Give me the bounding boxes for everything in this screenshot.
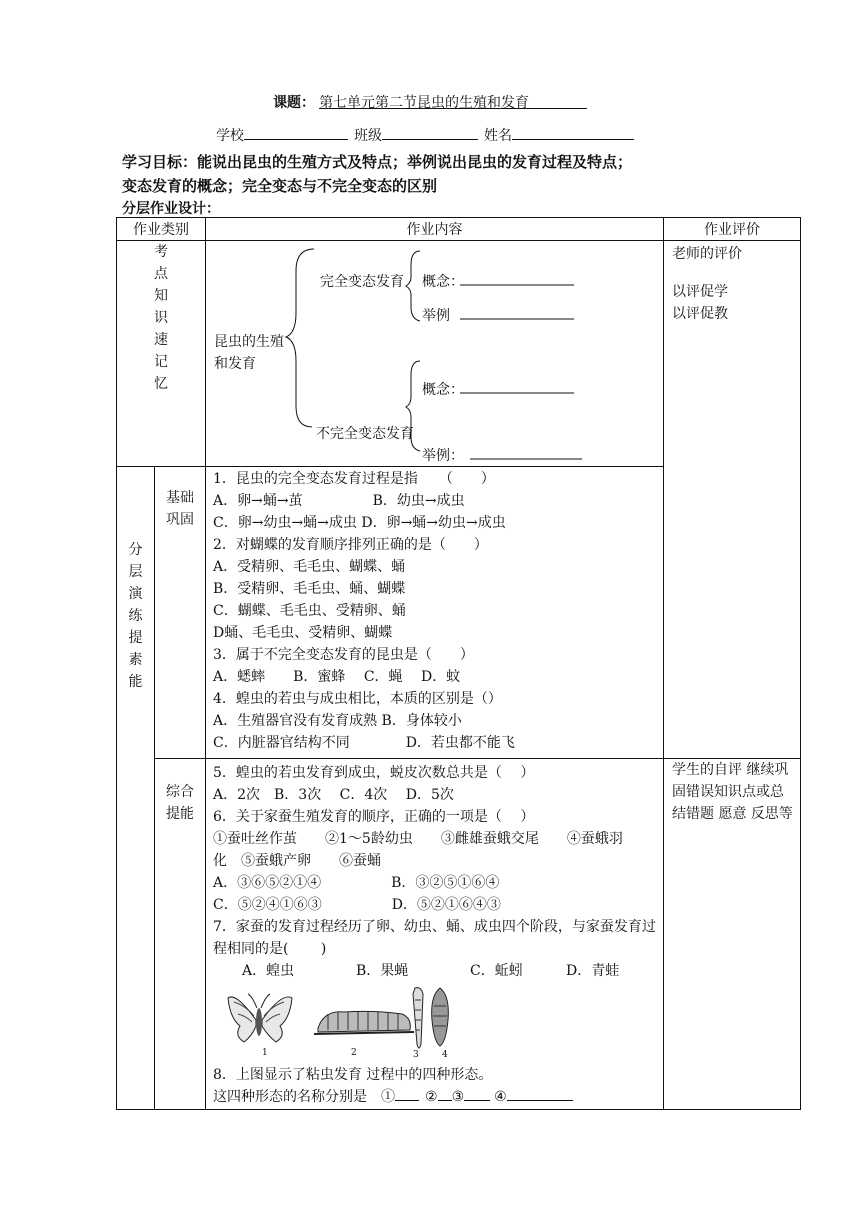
basic-questions (206, 467, 663, 758)
vchar: 分 (128, 542, 143, 558)
q8-prefix: 这四种形态的名称分别是 (213, 1089, 381, 1105)
learning-goal-line2: 变态发育的概念；完全变态与不完全变态的区别 (122, 177, 438, 195)
insect-drawings (206, 982, 664, 1064)
vchar: 速 (154, 332, 168, 348)
question-7-options (206, 960, 663, 982)
sub-label-line: 提能 (166, 806, 194, 822)
question-line: C．卵→幼虫→蛹→成虫 D．卵→蛹→幼虫→成虫 (213, 515, 506, 531)
vchar: 忆 (154, 376, 168, 392)
q8-marker-1: ① (381, 1089, 395, 1105)
class-label: 班级 (354, 128, 382, 144)
root-line2: 和发育 (214, 356, 256, 372)
complete-metamorphosis: 完全变态发育 (320, 274, 404, 290)
question-line: A．蟋蟀 B．蜜蜂 C．蝇 D．蚊 (213, 669, 461, 685)
question-line: A．卵→蛹→茧 B．幼虫→成虫 (213, 493, 465, 509)
question-line: C．⑤②④①⑥③ D．⑤②①⑥④③ (213, 897, 501, 913)
school-label: 学校 (216, 128, 244, 144)
cocoon-drawing (432, 988, 449, 1046)
practice-type-cell (117, 467, 155, 1110)
question-line: D蛹、毛毛虫、受精卵、蝴蝶 (213, 625, 393, 641)
comp-sub-label (155, 759, 205, 825)
col-type-header: 作业类别 (117, 218, 206, 241)
moth-drawing (228, 994, 292, 1042)
vchar: 点 (154, 266, 168, 282)
incomplete-metamorphosis: 不完全变态发育 (316, 426, 414, 442)
option-a: A．蝗虫 (242, 963, 295, 979)
vchar: 层 (128, 564, 143, 580)
option-d: D．青蛙 (566, 963, 620, 979)
question-8-line1: 8．上图显示了粘虫发育 过程中的四种形态。 (213, 1067, 493, 1083)
question-line: 4．蝗虫的若虫与成虫相比，本质的区别是（） (213, 691, 502, 707)
caterpillar-drawing (314, 1011, 414, 1034)
school-blank[interactable] (244, 125, 348, 140)
basic-sub-cell (155, 467, 206, 759)
question-line: 2．对蝴蝶的发育顺序排列正确的是（ ） (213, 537, 488, 553)
q8-blank-1[interactable] (395, 1086, 419, 1101)
vchar: 演 (128, 586, 143, 602)
title-label: 课题： (273, 95, 316, 111)
diagram-root (214, 331, 284, 375)
knowledge-vertical-label (117, 241, 205, 395)
lesson-title (0, 92, 860, 112)
option-c: C．蚯蚓 (470, 963, 523, 979)
vchar: 知 (154, 288, 168, 304)
question-line: 3．属于不完全变态发育的昆虫是（ ） (213, 647, 474, 663)
knowledge-diagram-cell (206, 241, 664, 467)
q8-blank-4[interactable] (507, 1086, 573, 1101)
basic-sub-label (155, 467, 205, 531)
concept2-label: 概念： (422, 382, 464, 398)
question-line: ①蚕吐丝作茧 ②1～5龄幼虫 ③雌雄蚕蛾交尾 ④蚕蛾羽 (213, 831, 623, 847)
sub-label-line: 巩固 (166, 512, 194, 528)
question-line: B．受精卵、毛毛虫、蛹、蝴蝶 (213, 581, 406, 597)
question-line: 1．昆虫的完全变态发育过程是指 （ ） (213, 471, 495, 487)
option-b: B．果蝇 (356, 963, 409, 979)
teacher-eval (664, 241, 800, 325)
comp-questions-cell (206, 759, 664, 1110)
comp-sub-cell (155, 759, 206, 1110)
question-line: 化 ⑤蚕蛾产卵 ⑥蚕蛹 (213, 853, 381, 869)
basic-questions-cell (206, 467, 664, 759)
learning-goal-line1: 学习目标：能说出昆虫的生殖方式及特点；举例说出昆虫的发育过程及特点； (122, 153, 633, 171)
teacher-eval-line: 以评促教 (672, 306, 728, 322)
vchar: 识 (154, 310, 168, 326)
vchar: 提 (128, 630, 143, 646)
design-label: 分层作业设计： (122, 201, 220, 217)
figure-label-2: 2 (351, 1048, 357, 1058)
pupa-drawing (413, 988, 423, 1048)
question-line: 6．关于家蚕生殖发育的顺序，正确的一项是（ ） (213, 809, 535, 825)
class-blank[interactable] (382, 125, 478, 140)
table-header-row (117, 218, 801, 241)
homework-table (116, 217, 801, 1110)
question-line: C．内脏器官结构不同 D．若虫都不能飞 (213, 735, 515, 751)
teacher-eval-line: 老师的评价 (672, 246, 742, 262)
col-eval-header: 作业评价 (664, 218, 801, 241)
q8-marker-3: ③ (451, 1089, 465, 1105)
teacher-eval-line: 以评促学 (672, 284, 728, 300)
vchar: 素 (128, 652, 143, 668)
figure-label-3: 3 (413, 1050, 419, 1060)
student-eval: 学生的自评 继续巩固错误知识点或总结错题 愿意 反思等 (672, 762, 793, 822)
vchar: 记 (154, 354, 168, 370)
q8-blank-2[interactable] (438, 1086, 452, 1101)
col-content-header: 作业内容 (206, 218, 664, 241)
q8-marker-4: ④ (494, 1089, 507, 1105)
knowledge-type-cell (117, 241, 206, 467)
comp-questions (206, 759, 663, 1108)
vchar: 考 (154, 244, 168, 260)
question-8-line2 (206, 1086, 663, 1108)
title-value: 第七单元第二节昆虫的生殖和发育 (319, 95, 530, 111)
insect-figure (206, 982, 663, 1064)
q8-marker-2: ② (425, 1089, 438, 1105)
name-blank[interactable] (512, 125, 634, 140)
student-eval-cell (664, 759, 801, 1110)
concept1-label: 概念： (422, 274, 464, 290)
comprehensive-row (117, 759, 801, 1110)
vchar: 练 (128, 608, 143, 624)
example2-label: 举例： (422, 448, 464, 464)
sub-label-line: 综合 (166, 784, 194, 800)
knowledge-diagram (206, 241, 663, 466)
root-line1: 昆虫的生殖 (214, 334, 284, 350)
question-line: A．2次 B．3次 C．4次 D．5次 (213, 787, 454, 803)
question-line: C．蝴蝶、毛毛虫、受精卵、蛹 (213, 603, 406, 619)
question-line: A．生殖器官没有发育成熟 B．身体较小 (213, 713, 462, 729)
student-info-line (216, 125, 640, 145)
teacher-eval-cell (664, 241, 801, 759)
question-line: A．受精卵、毛毛虫、蝴蝶、蛹 (213, 559, 406, 575)
figure-label-4: 4 (442, 1050, 448, 1060)
vchar: 能 (128, 674, 143, 690)
figure-label-1: 1 (262, 1048, 268, 1058)
question-line: A．③⑥⑤②①④ B．③②⑤①⑥④ (213, 875, 500, 891)
q8-blank-3[interactable] (464, 1086, 490, 1101)
question-7-text: 7．家蚕的发育过程经历了卵、幼虫、蛹、成虫四个阶段，与家蚕发育过程相同的是( ) (213, 919, 656, 957)
name-label: 姓名 (484, 128, 512, 144)
sub-label-line: 基础 (166, 490, 194, 506)
knowledge-row (117, 241, 801, 467)
question-line: 5．蝗虫的若虫发育到成虫，蜕皮次数总共是（ ） (213, 765, 535, 781)
example1-label: 举例 (422, 308, 450, 324)
practice-vertical-label (117, 467, 154, 693)
